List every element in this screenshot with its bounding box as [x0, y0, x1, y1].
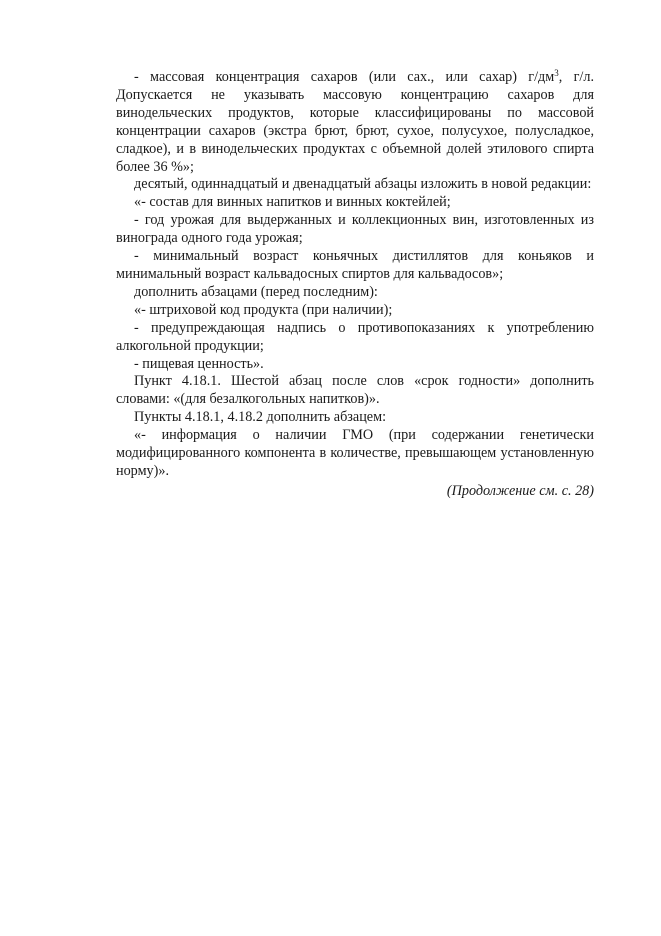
paragraph-vintage-year: - год урожая для выдержанных и коллекционных вин, изготовленных из винограда одного года урожая;	[116, 212, 594, 247]
paragraph-supplement: дополнить абзацами (перед последним):	[134, 283, 378, 300]
paragraph-minimum-age: - минимальный возраст коньячных дистиллятов для коньяков и минимальный возраст кальвадосных спиртов для кальвадосов»;	[116, 248, 594, 282]
superscript: 3	[554, 68, 559, 78]
paragraph-warning-label: - предупреждающая надпись о противопоказаниях к употреблению алкогольной продукции;	[116, 319, 594, 354]
paragraph-text: - массовая концентрация сахаров (или сах., или сахар) г/дм	[134, 69, 555, 85]
paragraph-composition: «- состав для винных напитков и винных коктейлей;	[134, 194, 451, 211]
paragraph-barcode: «- штриховой код продукта (при наличии);	[134, 301, 393, 318]
continuation-note: (Продолжение см. с. 28)	[446, 482, 594, 499]
paragraph-clause-4-18-1: Пункт 4.18.1. Шестой абзац после слов «срок годности» дополнить словами: «(для безалкогольных напитков)».	[116, 373, 594, 408]
paragraph-clauses-4-18: Пункты 4.18.1, 4.18.2 дополнить абзацем:	[134, 409, 387, 426]
paragraph-gmo: «- информация о наличии ГМО (при содержании генетически модифицированного компонента в количестве, превышающем установленную норму)».	[116, 427, 594, 479]
paragraph-new-edition: десятый, одиннадцатый и двенадцатый абзацы изложить в новой редакции:	[134, 176, 592, 193]
document-body	[116, 69, 594, 501]
paragraph-text: , г/л. Допускается не указывать массовую концентрацию сахаров для винодельческих продуктов, которые классифицированы по массовой концентрации сахаров (экстра брют, брют, сухое, полусухое, полусладкое, сладкое), и в винодельческих продуктах с объемной долей этилового спирта более 36 %»;	[116, 69, 595, 175]
paragraph-nutrition: - пищевая ценность».	[134, 355, 264, 372]
paragraph-sugar-concentration	[116, 69, 594, 176]
